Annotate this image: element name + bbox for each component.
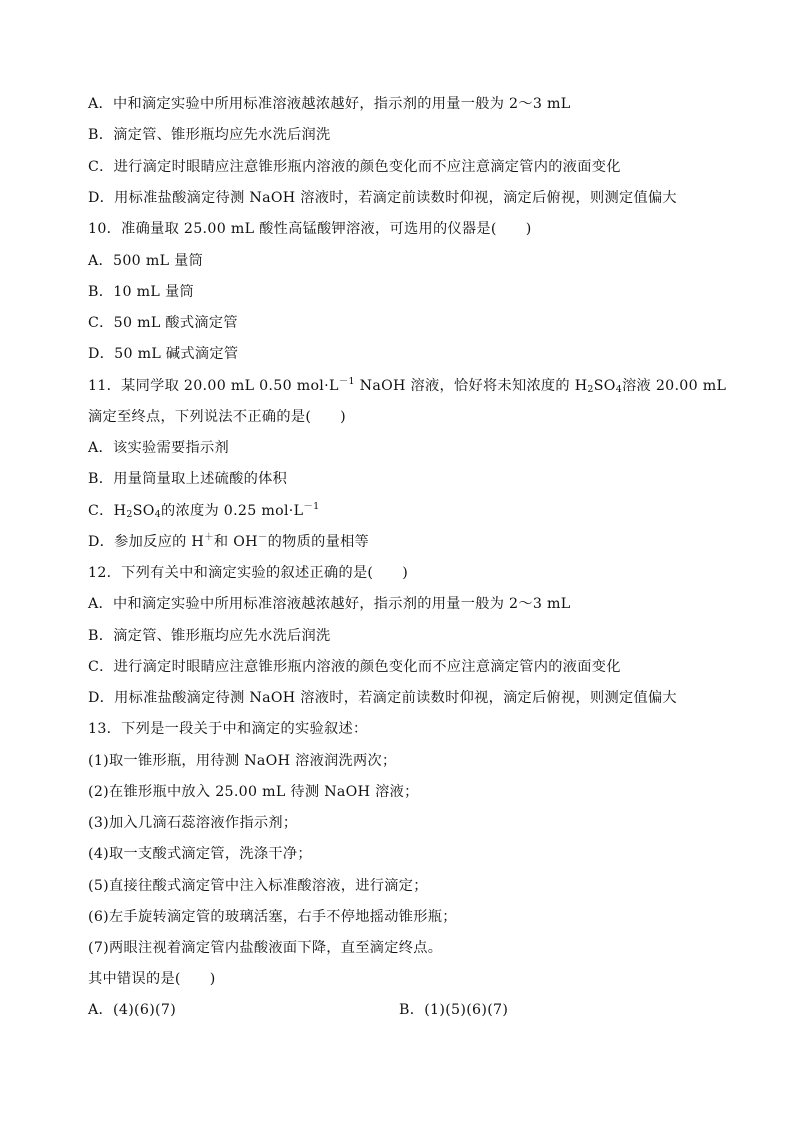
superscript: －1 [303,501,320,512]
q13-step-7: (7)两眼注视着滴定管内盐酸液面下降，直至滴定终点。 [88,940,443,956]
q10-stem: 10．准确量取 25.00 mL 酸性高锰酸钾溶液，可选用的仪器是( ) [88,221,532,237]
q11-option-c-text: C．H [88,503,127,519]
q13-step-2: (2)在锥形瓶中放入 25.00 mL 待测 NaOH 溶液； [88,784,419,800]
q11-option-d-text: 的物质的量相等 [267,534,370,550]
q13-question: 其中错误的是( ) [88,971,216,987]
q11-stem-line1 [88,376,726,396]
q13-stem: 13．下列是一段关于中和滴定的实验叙述： [88,721,368,737]
q12-stem: 12．下列有关中和滴定实验的叙述正确的是( ) [88,565,409,581]
q12-option-a: A．中和滴定实验中所用标准溶液越浓越好，指示剂的用量一般为 2～3 mL [88,596,571,612]
superscript: －1 [338,376,355,387]
q10-option-c: C．50 mL 酸式滴定管 [88,315,238,331]
q13-step-6: (6)左手旋转滴定管的玻璃活塞，右手不停地摇动锥形瓶； [88,909,457,925]
superscript: ＋ [204,532,214,543]
q12-option-b: B．滴定管、锥形瓶均应先水洗后润洗 [88,628,331,644]
q13-option-a: A．(4)(6)(7) [88,1002,177,1018]
subscript: 2 [126,509,133,520]
q11-option-c-text: SO [132,503,155,519]
q11-stem-text: 溶液 20.00 mL [622,378,727,394]
q11-option-c-text: 的浓度为 0.25 mol·L [161,503,304,519]
q11-option-a: A．该实验需要指示剂 [88,440,229,456]
q13-step-3: (3)加入几滴石蕊溶液作指示剂； [88,815,298,831]
q12-option-d: D．用标准盐酸滴定待测 NaOH 溶液时，若滴定前读数时仰视，滴定后俯视，则测定值偏大 [88,690,677,706]
q13-option-b: B．(1)(5)(6)(7) [399,1002,509,1018]
q9-option-d: D．用标准盐酸滴定待测 NaOH 溶液时，若滴定前读数时仰视，滴定后俯视，则测定值偏大 [88,190,677,206]
q9-option-c: C．进行滴定时眼睛应注意锥形瓶内溶液的颜色变化而不应注意滴定管内的液面变化 [88,159,621,175]
q11-stem-line2: 滴定至终点，下列说法不正确的是( ) [88,409,346,425]
q10-option-d: D．50 mL 碱式滴定管 [88,346,239,362]
q13-step-4: (4)取一支酸式滴定管，洗涤干净； [88,846,312,862]
q11-option-b: B．用量筒量取上述硫酸的体积 [88,471,288,487]
q11-option-d [88,532,369,552]
q11-stem-text: 11．某同学取 20.00 mL 0.50 mol·L [88,378,339,394]
q10-option-b: B．10 mL 量筒 [88,284,194,300]
subscript: 2 [587,384,594,395]
q13-step-5: (5)直接往酸式滴定管中注入标准酸溶液，进行滴定； [88,878,428,894]
subscript: 4 [615,384,623,395]
q10-option-a: A．500 mL 量筒 [88,253,204,269]
q9-option-b: B．滴定管、锥形瓶均应先水洗后润洗 [88,127,331,143]
superscript: － [257,532,268,543]
q11-stem-text: NaOH 溶液，恰好将未知浓度的 H [354,378,588,394]
q11-option-c [88,501,319,521]
q9-option-a: A．中和滴定实验中所用标准溶液越浓越好，指示剂的用量一般为 2～3 mL [88,96,571,112]
subscript: 4 [154,509,161,520]
q11-option-d-text: D．参加反应的 H [88,534,205,550]
q11-stem-text: SO [593,378,616,394]
q11-option-d-text: 和 OH [213,534,258,550]
q12-option-c: C．进行滴定时眼睛应注意锥形瓶内溶液的颜色变化而不应注意滴定管内的液面变化 [88,659,621,675]
q13-step-1: (1)取一锥形瓶，用待测 NaOH 溶液润洗两次； [88,753,397,769]
